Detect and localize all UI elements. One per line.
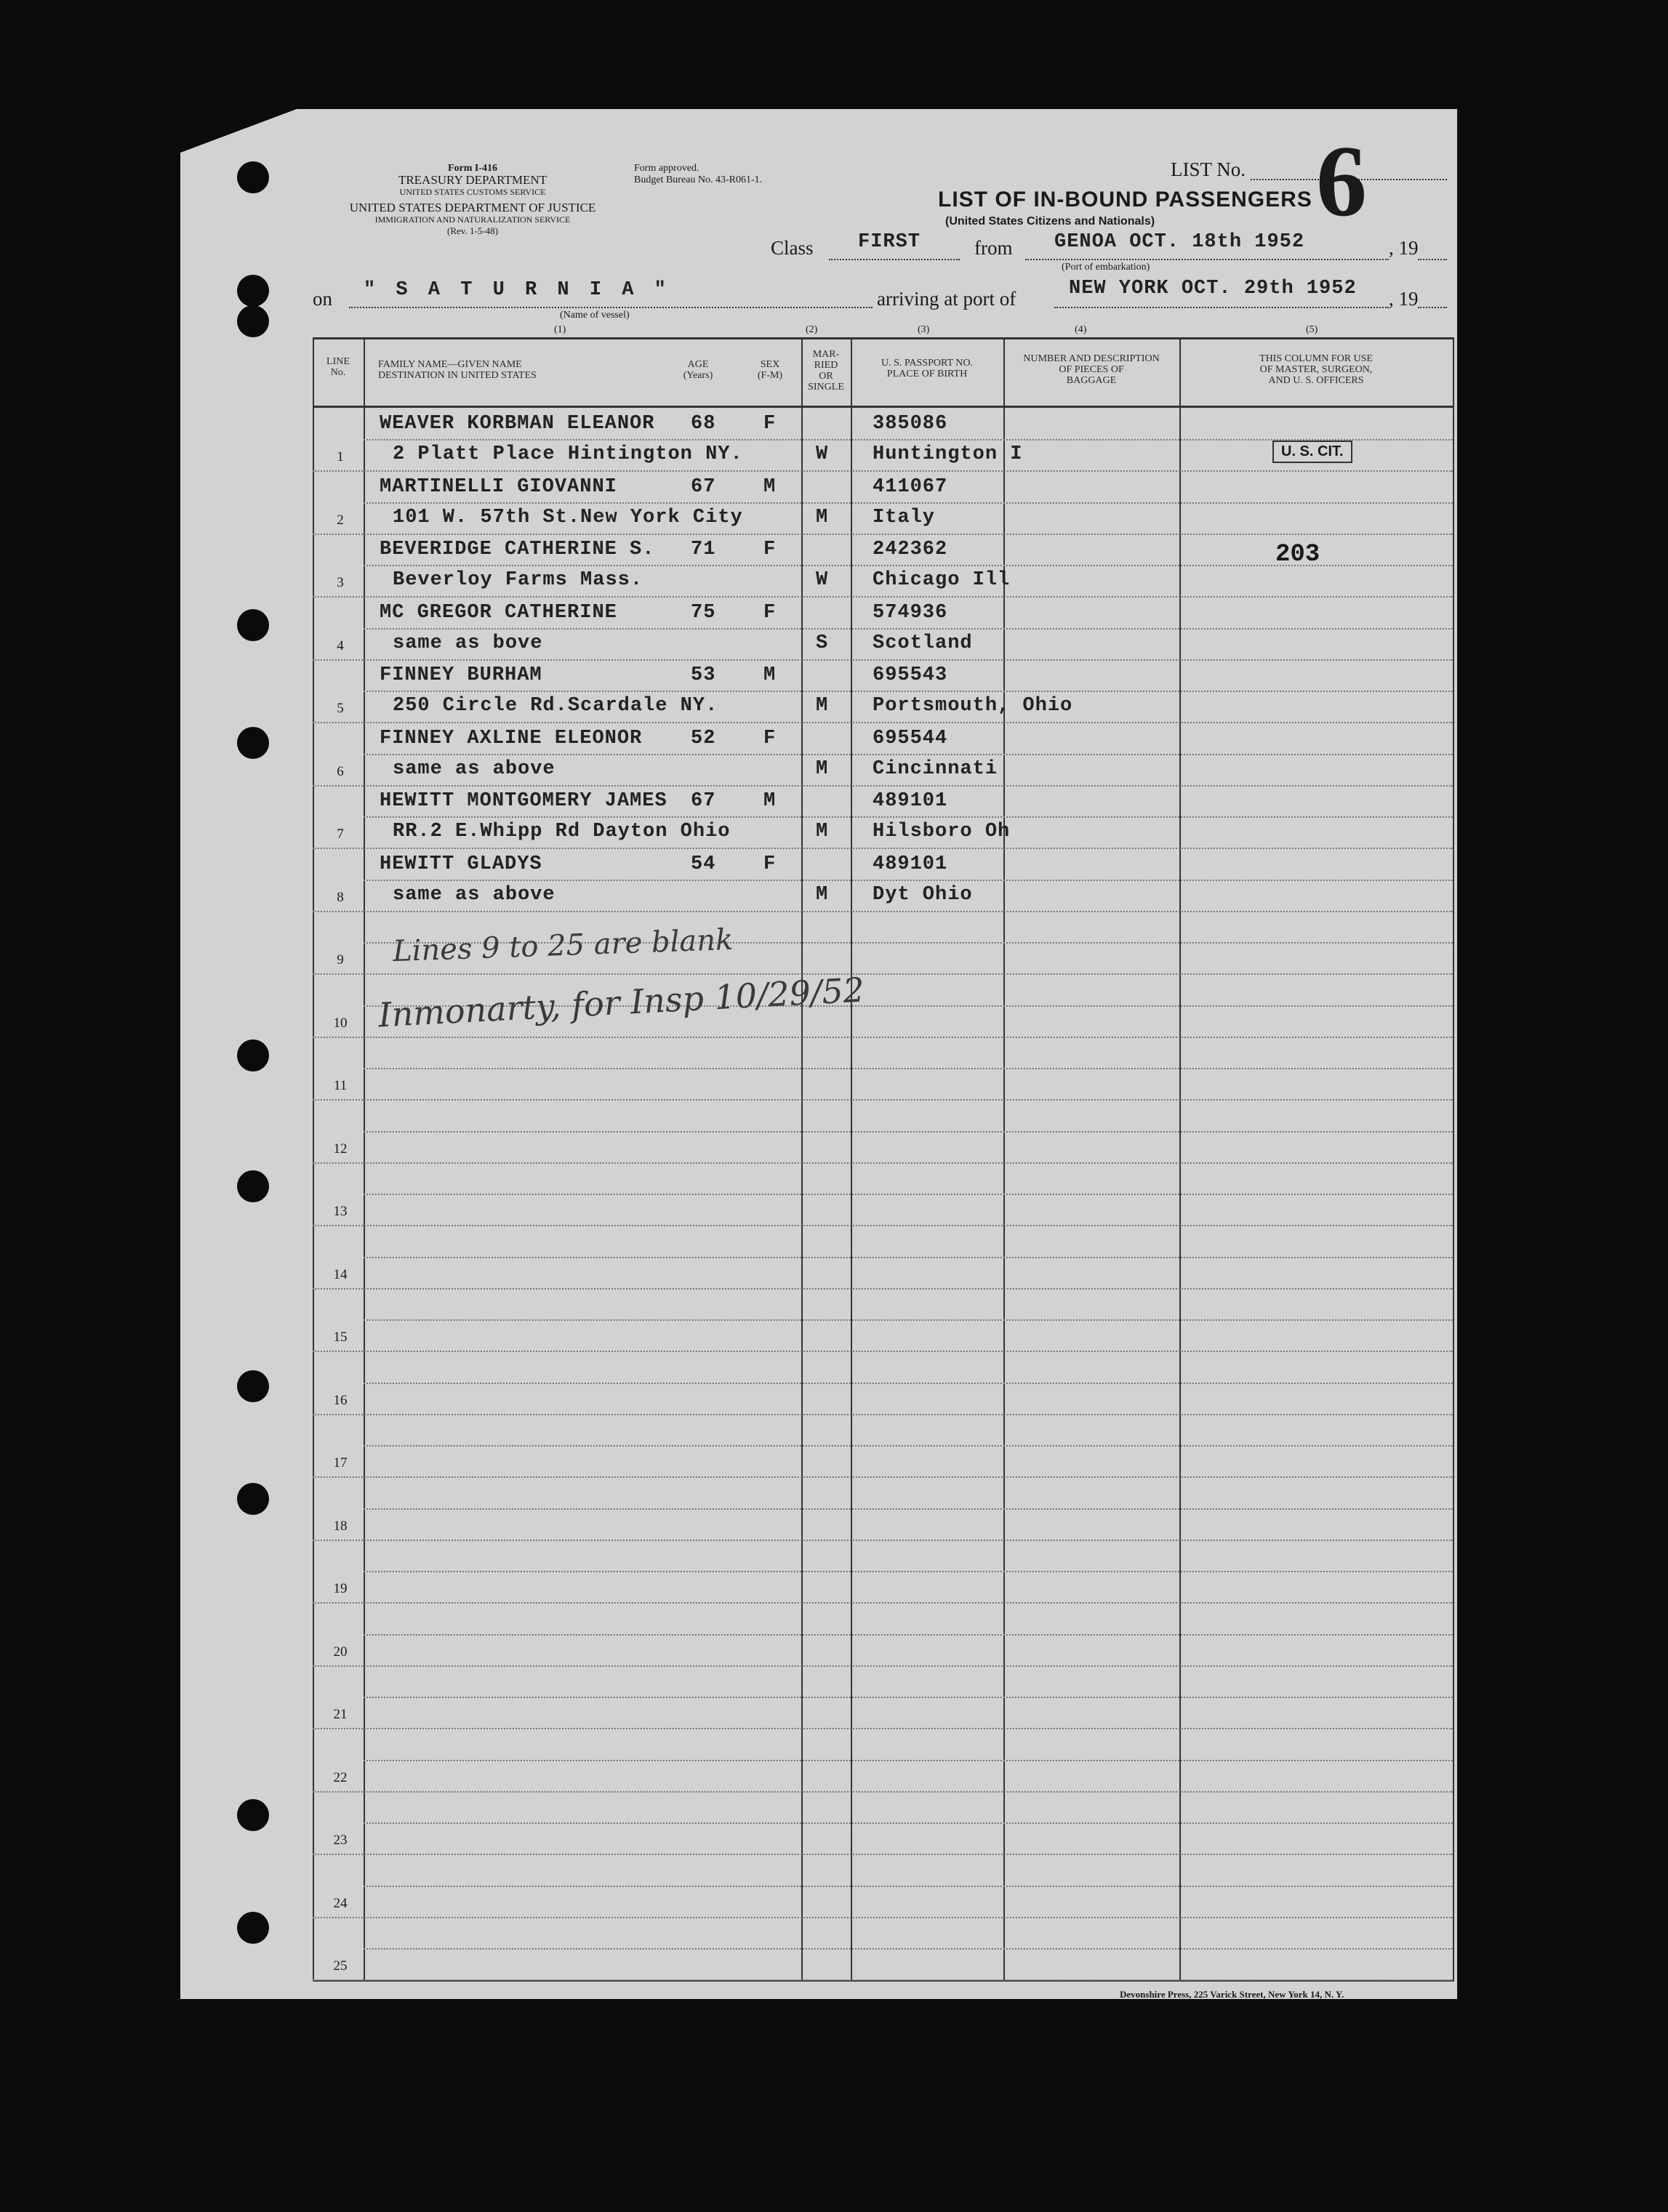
binder-hole — [237, 1039, 269, 1071]
row-mid-rule — [364, 1382, 1453, 1384]
passenger-sex: F — [763, 413, 777, 435]
place-of-birth: Portsmouth, Ohio — [873, 695, 1073, 717]
page-subtitle: (United States Citizens and Nationals) — [945, 215, 1155, 228]
line-number: 4 — [337, 638, 344, 653]
header-age: AGE (Years) — [683, 359, 713, 381]
line-number: 1 — [337, 449, 344, 464]
passenger-count: 203 — [1275, 541, 1320, 568]
line-number: 7 — [337, 827, 344, 842]
passenger-destination: RR.2 E.Whipp Rd Dayton Ohio — [393, 821, 731, 842]
dept-customs: UNITED STATES CUSTOMS SERVICE — [399, 187, 546, 197]
col-num-5: (5) — [1306, 324, 1318, 335]
col-rule-married — [801, 337, 803, 1982]
list-number: 6 — [1316, 125, 1367, 238]
row-rule — [313, 533, 1453, 535]
passenger-destination: 2 Platt Place Hintington NY. — [393, 443, 743, 465]
handwritten-note-blank-lines: Lines 9 to 25 are blank — [392, 922, 734, 969]
col-rule-officers — [1179, 337, 1181, 1982]
row-rule — [313, 1601, 1453, 1604]
row-rule — [313, 470, 1453, 472]
passport-number: 695544 — [873, 727, 948, 749]
passenger-name: HEWITT GLADYS — [380, 853, 542, 875]
row-mid-rule — [364, 1444, 1453, 1447]
line-number: 9 — [337, 952, 344, 968]
from-value: GENOA OCT. 18th 1952 — [1054, 231, 1305, 253]
row-rule — [313, 1162, 1453, 1164]
passport-number: 489101 — [873, 853, 948, 875]
handwritten-signature: Inmonarty, for Insp 10/29/52 — [377, 970, 866, 1035]
page-title: LIST OF IN-BOUND PASSENGERS — [938, 188, 1312, 212]
arriving-label: arriving at port of — [877, 288, 1017, 310]
row-mid-rule — [364, 1759, 1453, 1761]
marital-status: M — [816, 506, 829, 528]
row-mid-rule — [364, 879, 1453, 881]
passenger-age: 67 — [691, 475, 716, 498]
passenger-sex: F — [763, 853, 777, 875]
line-number: 24 — [333, 1895, 348, 1911]
row-rule — [313, 1727, 1453, 1729]
place-of-birth: Cincinnati — [873, 757, 998, 780]
header-left — [305, 163, 640, 237]
class-value: FIRST — [858, 231, 921, 253]
row-rule — [313, 1790, 1453, 1793]
class-underline — [829, 259, 960, 260]
line-number: 2 — [337, 512, 344, 528]
row-rule — [313, 1979, 1453, 1981]
passenger-sex: F — [763, 727, 777, 749]
passenger-destination: 250 Circle Rd.Scardale NY. — [393, 695, 718, 717]
line-number: 21 — [333, 1707, 348, 1722]
col-rule-line — [313, 337, 314, 1982]
passenger-sex: M — [763, 475, 777, 498]
row-rule — [313, 1413, 1453, 1415]
row-mid-rule — [364, 627, 1453, 630]
form-approved: Form approved. — [634, 163, 699, 174]
col-rule-passport — [851, 337, 852, 1982]
row-rule — [313, 1350, 1453, 1352]
us-citizen-stamp: U. S. CIT. — [1272, 441, 1352, 463]
revision: (Rev. 1-5-48) — [447, 225, 498, 236]
passenger-name: MARTINELLI GIOVANNI — [380, 475, 617, 498]
col-num-1: (1) — [554, 324, 566, 335]
on-label: on — [313, 288, 332, 310]
year-suffix: , 19 — [1389, 237, 1419, 259]
row-mid-rule — [364, 1885, 1453, 1887]
binder-hole — [237, 1170, 269, 1202]
passport-number: 574936 — [873, 601, 948, 624]
passenger-name: WEAVER KORBMAN ELEANOR — [380, 413, 655, 435]
passenger-name: HEWITT MONTGOMERY JAMES — [380, 790, 667, 812]
place-of-birth: Scotland — [873, 632, 973, 654]
row-mid-rule — [364, 816, 1453, 818]
passenger-destination: same as above — [393, 883, 556, 906]
passenger-age: 75 — [691, 601, 716, 624]
line-number: 18 — [333, 1518, 348, 1534]
row-mid-rule — [364, 753, 1453, 755]
row-rule — [313, 1853, 1453, 1855]
line-number: 11 — [333, 1078, 348, 1093]
vessel-name: " S A T U R N I A " — [364, 279, 670, 301]
line-number: 23 — [333, 1833, 348, 1848]
row-rule — [313, 1476, 1453, 1478]
passenger-age: 52 — [691, 727, 716, 749]
marital-status: M — [816, 883, 829, 906]
passport-number: 242362 — [873, 539, 948, 560]
row-mid-rule — [364, 1193, 1453, 1195]
header-sex: SEX (F-M) — [757, 359, 783, 381]
row-rule — [313, 721, 1453, 723]
binder-hole — [237, 727, 269, 759]
passport-number: 411067 — [873, 475, 948, 498]
form-number: Form I-416 — [447, 163, 498, 174]
header-name: FAMILY NAME—GIVEN NAME DESTINATION IN UNITED STATES — [378, 359, 537, 381]
line-number: 16 — [333, 1392, 348, 1408]
passenger-destination: same as above — [393, 757, 556, 780]
header-baggage: NUMBER AND DESCRIPTION OF PIECES OF BAGGAGE — [1023, 353, 1160, 386]
dept-treasury: TREASURY DEPARTMENT — [398, 173, 548, 187]
passenger-name: MC GREGOR CATHERINE — [380, 601, 617, 624]
torn-corner — [180, 109, 297, 153]
row-mid-rule — [364, 1256, 1453, 1258]
passenger-destination: Beverloy Farms Mass. — [393, 569, 643, 591]
vessel-caption: (Name of vessel) — [560, 310, 630, 321]
line-number: 22 — [333, 1769, 348, 1785]
passenger-age: 71 — [691, 539, 716, 560]
row-mid-rule — [364, 1696, 1453, 1698]
row-rule — [313, 1916, 1453, 1918]
printer-footer: Devonshire Press, 225 Varick Street, New York 14, N. Y. — [1120, 1989, 1344, 2000]
passenger-sex: M — [763, 664, 777, 686]
row-mid-rule — [364, 502, 1453, 504]
line-number: 20 — [333, 1644, 348, 1660]
passenger-age: 68 — [691, 413, 716, 435]
place-of-birth: Huntington I — [873, 443, 1023, 465]
row-rule — [313, 1098, 1453, 1101]
row-mid-rule — [364, 1319, 1453, 1321]
marital-status: M — [816, 695, 829, 717]
line-number: 10 — [333, 1015, 348, 1031]
passenger-age: 53 — [691, 664, 716, 686]
port-embarkation-caption: (Port of embarkation) — [1062, 262, 1150, 273]
passenger-sex: M — [763, 790, 777, 812]
place-of-birth: Dyt Ohio — [873, 883, 973, 906]
line-number: 3 — [337, 575, 344, 590]
row-rule — [313, 973, 1453, 975]
year-underline — [1418, 259, 1447, 260]
row-mid-rule — [364, 1822, 1453, 1824]
table-header-rule — [313, 406, 1454, 408]
header-married: MAR- RIED OR SINGLE — [808, 349, 844, 393]
row-rule — [313, 1539, 1453, 1541]
passenger-name: BEVERIDGE CATHERINE S. — [380, 539, 655, 560]
passenger-destination: 101 W. 57th St.New York City — [393, 506, 743, 528]
from-underline — [1025, 259, 1389, 260]
row-mid-rule — [364, 1130, 1453, 1133]
table-top-rule — [313, 337, 1454, 339]
line-number: 12 — [333, 1141, 348, 1157]
row-rule — [313, 847, 1453, 849]
class-label: Class — [771, 237, 814, 259]
line-number: 19 — [333, 1581, 348, 1596]
col-rule-right — [1453, 337, 1454, 1982]
binder-hole — [237, 161, 269, 193]
year-suffix-2: , 19 — [1389, 288, 1419, 310]
header-line-no: LINE No. — [326, 356, 350, 378]
passport-number: 489101 — [873, 790, 948, 812]
binder-hole — [237, 275, 269, 307]
binder-hole — [237, 609, 269, 641]
passenger-destination: same as bove — [393, 632, 543, 654]
passport-number: 695543 — [873, 664, 948, 686]
marital-status: W — [816, 569, 829, 591]
line-number: 13 — [333, 1204, 348, 1219]
row-rule — [313, 1287, 1453, 1290]
row-rule — [313, 659, 1453, 661]
arriving-underline — [1054, 307, 1389, 308]
line-number: 17 — [333, 1455, 348, 1471]
col-num-2: (2) — [806, 324, 818, 335]
year-underline-2 — [1418, 307, 1447, 308]
header-officers: THIS COLUMN FOR USE OF MASTER, SURGEON, AND U. S. OFFICERS — [1259, 353, 1373, 386]
binder-hole — [237, 1799, 269, 1831]
row-rule — [313, 784, 1453, 787]
row-mid-rule — [364, 690, 1453, 692]
row-rule — [313, 1665, 1453, 1667]
row-rule — [313, 910, 1453, 912]
col-rule-name — [364, 337, 365, 1982]
from-label: from — [974, 237, 1013, 259]
place-of-birth: Italy — [873, 506, 936, 528]
line-number: 25 — [333, 1958, 348, 1974]
binder-hole — [237, 1483, 269, 1515]
marital-status: M — [816, 757, 829, 780]
row-mid-rule — [364, 1508, 1453, 1510]
marital-status: M — [816, 821, 829, 842]
row-mid-rule — [364, 1633, 1453, 1636]
col-num-4: (4) — [1075, 324, 1087, 335]
col-num-3: (3) — [918, 324, 930, 335]
dept-justice: UNITED STATES DEPARTMENT OF JUSTICE — [349, 201, 596, 214]
passenger-age: 54 — [691, 853, 716, 875]
row-mid-rule — [364, 1570, 1453, 1572]
row-rule — [313, 1224, 1453, 1226]
row-rule — [313, 595, 1453, 598]
vessel-underline — [349, 307, 873, 308]
binder-hole — [237, 1370, 269, 1402]
line-number: 15 — [333, 1330, 348, 1345]
binder-hole — [237, 1912, 269, 1944]
row-rule — [313, 1036, 1453, 1038]
list-no-label: LIST No. — [1171, 158, 1246, 180]
header-passport: U. S. PASSPORT NO. PLACE OF BIRTH — [881, 358, 973, 379]
line-number: 5 — [337, 701, 344, 716]
passport-number: 385086 — [873, 413, 948, 435]
passenger-name: FINNEY BURHAM — [380, 664, 542, 686]
row-mid-rule — [364, 1067, 1453, 1069]
line-number: 14 — [333, 1266, 348, 1282]
marital-status: W — [816, 443, 829, 465]
header-approval — [634, 163, 762, 186]
budget-bureau: Budget Bureau No. 43-R061-1. — [634, 174, 763, 185]
line-number: 8 — [337, 889, 344, 905]
row-mid-rule — [364, 1947, 1453, 1950]
form-sheet — [180, 109, 1457, 1999]
arriving-value: NEW YORK OCT. 29th 1952 — [1069, 278, 1357, 299]
passenger-sex: F — [763, 539, 777, 560]
marital-status: S — [816, 632, 829, 654]
passenger-age: 67 — [691, 790, 716, 812]
place-of-birth: Hilsboro Oh — [873, 821, 1011, 842]
place-of-birth: Chicago Ill — [873, 569, 1011, 591]
line-number: 6 — [337, 763, 344, 779]
binder-hole — [237, 305, 269, 337]
passenger-sex: F — [763, 601, 777, 624]
dept-ins: IMMIGRATION AND NATURALIZATION SERVICE — [374, 214, 571, 225]
passenger-name: FINNEY AXLINE ELEONOR — [380, 727, 643, 749]
